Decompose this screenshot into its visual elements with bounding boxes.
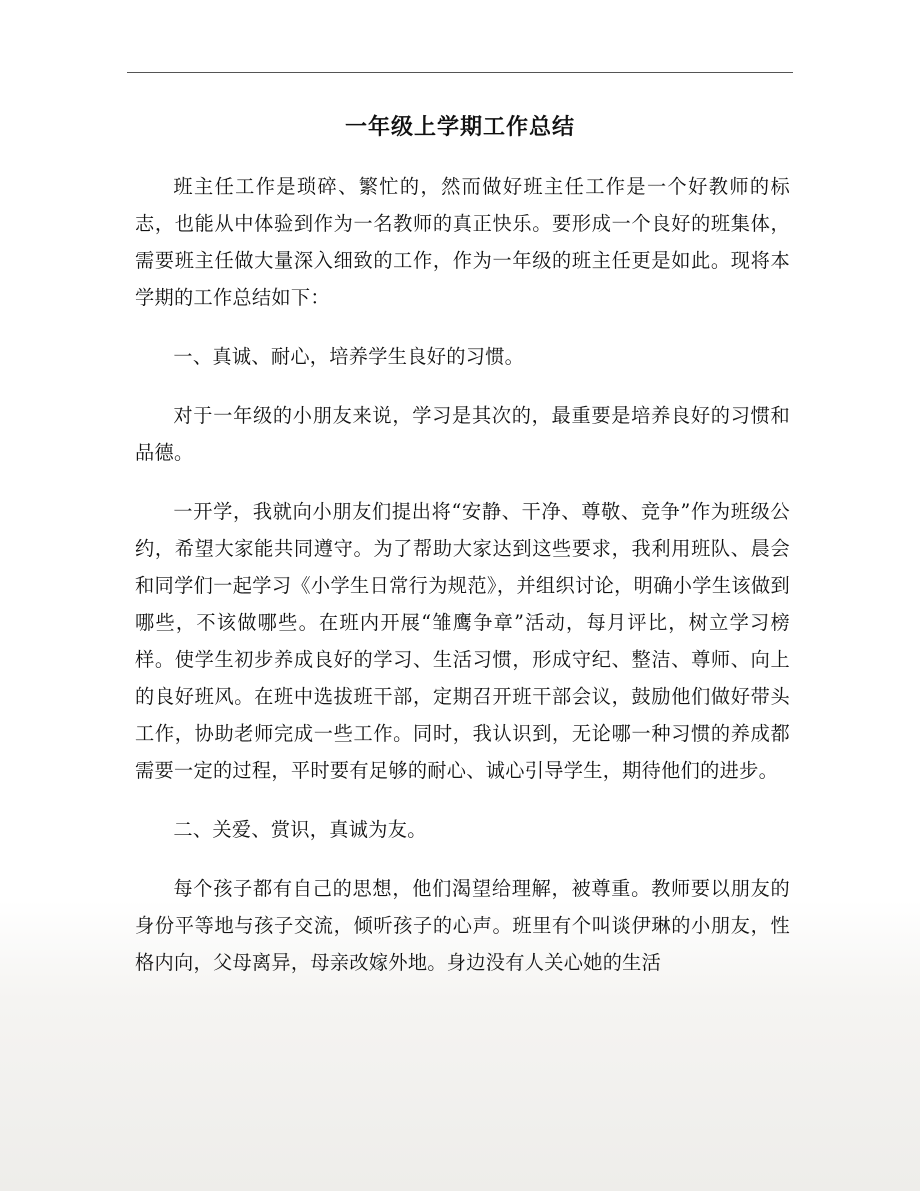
header-rule	[127, 72, 793, 73]
document-title: 一年级上学期工作总结	[344, 114, 575, 140]
section-heading-2: 二、关爱、赏识，真诚为友。	[173, 818, 427, 841]
paragraph-care: 每个孩子都有自己的思想，他们渴望给理解，被尊重。教师要以朋友的身份平等地与孩子交流，倾听孩子的心声。班里有个叫谈伊琳的小朋友，性格内向，父母离异，母亲改嫁外地。身边没有人关心她的生活	[135, 877, 790, 974]
paragraph-habits: 对于一年级的小朋友来说，学习是其次的，最重要是培养良好的习惯和品德。	[135, 404, 790, 464]
paragraph-class-rules: 一开学，我就向小朋友们提出将“安静、干净、尊敬、竞争”作为班级公约，希望大家能共同遵守。为了帮助大家达到这些要求，我利用班队、晨会和同学们一起学习《小学生日常行为规范》，并组织讨论，明确小学生该做到哪些，不该做哪些。在班内开展“雏鹰争章”活动，每月评比，树立学习榜样。使学生初步养成良好的学习、生活习惯，形成守纪、整洁、尊师、向上的良好班风。在班中选拔班干部，定期召开班干部会议，鼓励他们做好带头工作，协助老师完成一些工作。同时，我认识到，无论哪一种习惯的养成都需要一定的过程，平时要有足够的耐心、诚心引导学生，期待他们的进步。	[135, 500, 790, 782]
section-heading-1: 一、真诚、耐心，培养学生良好的习惯。	[173, 345, 525, 368]
paragraph-intro: 班主任工作是琐碎、繁忙的，然而做好班主任工作是一个好教师的标志，也能从中体验到作为一名教师的真正快乐。要形成一个良好的班集体，需要班主任做大量深入细致的工作，作为一年级的班主任更是如此。现将本学期的工作总结如下：	[135, 175, 790, 309]
document-body	[135, 168, 790, 1003]
